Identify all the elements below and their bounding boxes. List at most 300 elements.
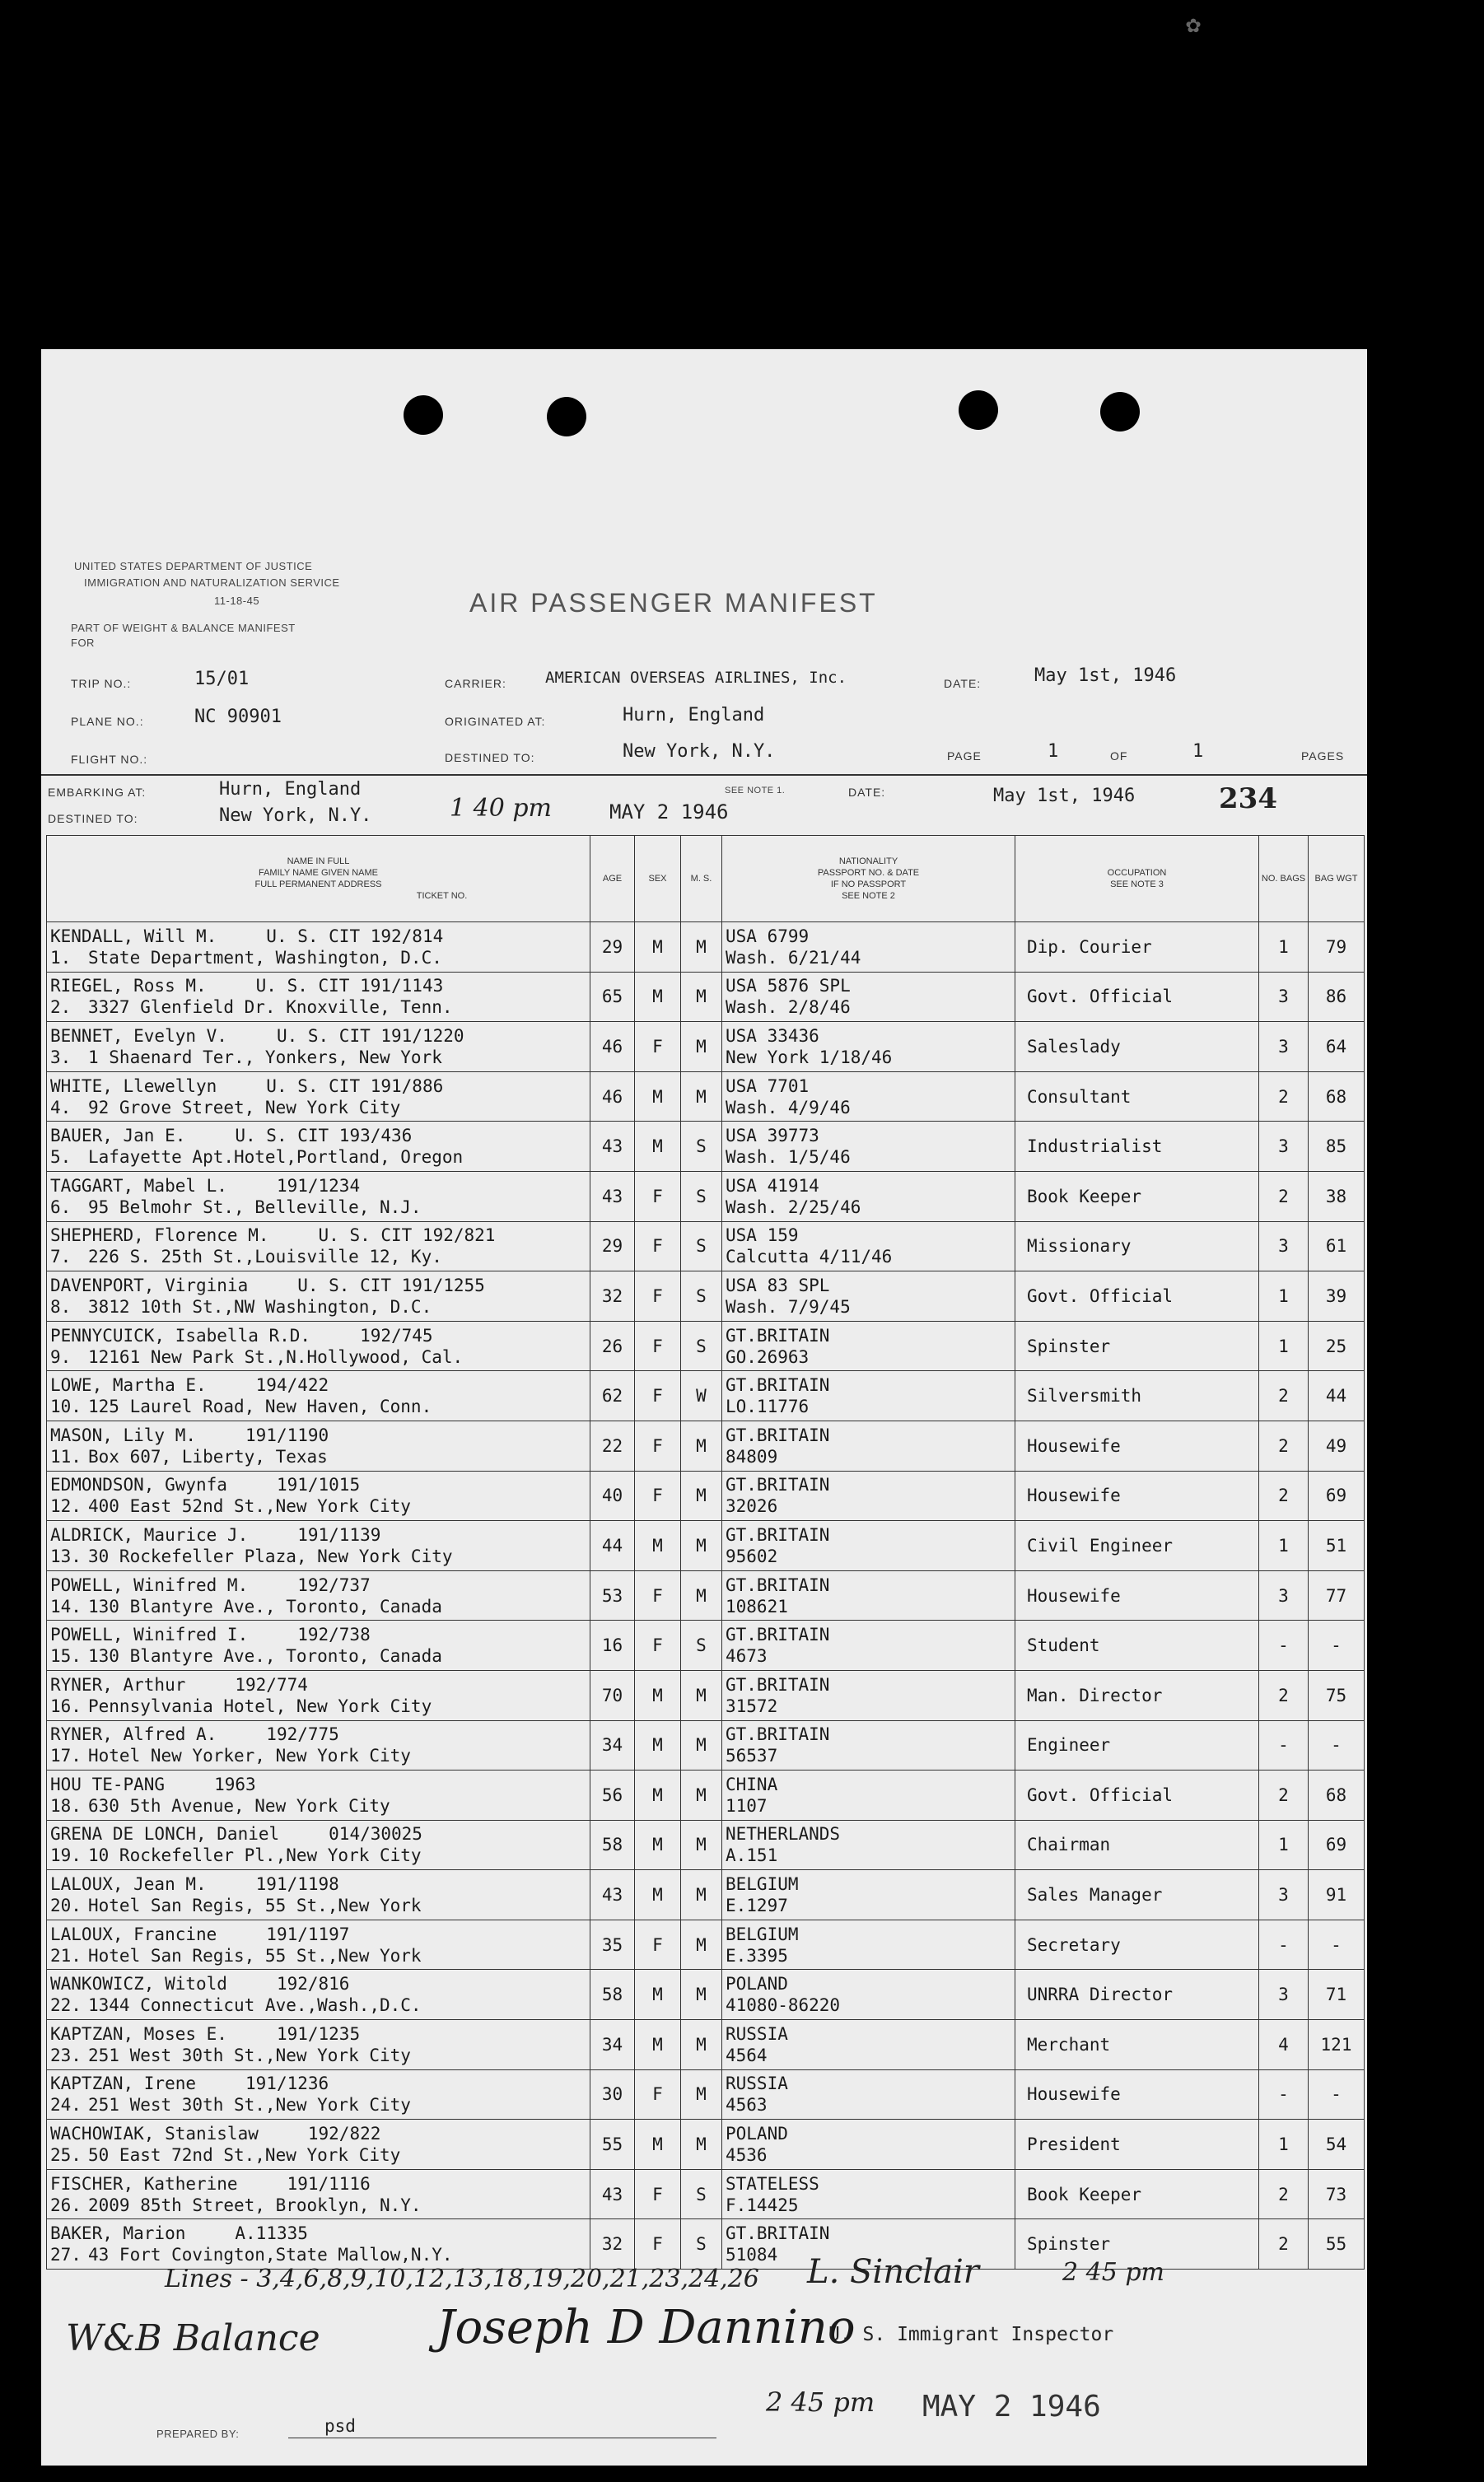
passenger-address-line	[50, 1596, 586, 1617]
occupation-cell: Chairman	[1015, 1820, 1259, 1870]
ms-cell: M	[681, 2120, 722, 2170]
row-number: 23.	[50, 2045, 82, 2065]
carrier-value: AMERICAN OVERSEAS AIRLINES, Inc.	[545, 669, 847, 687]
passenger-name: POWELL, Winifred I.	[50, 1625, 249, 1645]
passport: 31572	[726, 1696, 778, 1716]
row-number: 1.	[50, 947, 72, 968]
passenger-name: GRENA DE LONCH, Daniel	[50, 1824, 280, 1845]
ticket-number: U. S. CIT 191/1255	[297, 1275, 485, 1295]
ticket-number: 191/1234	[276, 1175, 361, 1196]
passenger-address-line	[50, 1296, 586, 1318]
destined-label: DESTINED TO:	[445, 751, 535, 764]
nationality-cell	[722, 2069, 1015, 2120]
bags-cell: -	[1259, 1920, 1309, 1970]
ms-cell: W	[681, 1371, 722, 1421]
sex-cell: M	[635, 1122, 681, 1172]
sex-cell: M	[635, 1670, 681, 1720]
ms-cell: M	[681, 1920, 722, 1970]
occupation-cell: Govt. Official	[1015, 1271, 1259, 1322]
sex-cell: M	[635, 1771, 681, 1821]
nationality: GT.BRITAIN	[726, 1674, 830, 1695]
sex-cell: M	[635, 1720, 681, 1771]
page-label: PAGE	[947, 749, 982, 763]
nationality-cell	[722, 1970, 1015, 2020]
passenger-address: 2009 85th Street, Brooklyn, N.Y.	[88, 2195, 422, 2215]
ticket-number: 014/30025	[329, 1824, 422, 1845]
row-number: 9.	[50, 1346, 72, 1367]
table-row	[47, 1171, 1365, 1221]
passenger-name-line	[50, 1524, 586, 1546]
row-number: 10.	[50, 1397, 82, 1417]
passenger-address-line	[50, 1795, 586, 1817]
nationality-cell	[722, 1920, 1015, 1970]
nationality: USA 7701	[726, 1075, 810, 1096]
passport: LO.11776	[726, 1397, 810, 1417]
carrier-label: CARRIER:	[445, 677, 506, 690]
passenger-name: FISCHER, Katherine	[50, 2173, 238, 2194]
nationality-cell	[722, 1820, 1015, 1870]
passenger-name-line	[50, 1674, 586, 1696]
passport: 95602	[726, 1546, 778, 1566]
sex-cell: M	[635, 2020, 681, 2070]
table-row	[47, 1371, 1365, 1421]
sex-cell: M	[635, 1071, 681, 1122]
name-cell	[47, 1570, 590, 1621]
sex-cell: M	[635, 922, 681, 973]
passport: 4536	[726, 2145, 768, 2166]
passenger-name-line	[50, 1225, 586, 1246]
passenger-name: HOU TE-PANG	[50, 1774, 166, 1794]
passport: Calcutta 4/11/46	[726, 1247, 893, 1267]
passport: Wash. 2/25/46	[726, 1197, 861, 1217]
bags-cell: 3	[1259, 1970, 1309, 2020]
passenger-name-line	[50, 2073, 586, 2094]
manifest-number: 234	[1219, 782, 1277, 815]
occupation-cell: Housewife	[1015, 1570, 1259, 1621]
sex-cell: F	[635, 1421, 681, 1471]
ticket-number: 192/775	[266, 1724, 339, 1745]
originated-value: Hurn, England	[623, 705, 765, 725]
bags-cell: 1	[1259, 1271, 1309, 1322]
nationality-cell	[722, 1471, 1015, 1521]
ms-cell: S	[681, 2169, 722, 2219]
occupation-cell: Spinster	[1015, 2219, 1259, 2270]
bags-cell: 3	[1259, 972, 1309, 1022]
nationality-cell	[722, 1771, 1015, 1821]
passenger-name: PENNYCUICK, Isabella R.D.	[50, 1325, 311, 1346]
sex-cell: F	[635, 1920, 681, 1970]
ms-cell: M	[681, 1670, 722, 1720]
passenger-name-line	[50, 1924, 586, 1945]
punch-hole-icon	[404, 395, 443, 435]
weight-cell: 73	[1309, 2169, 1365, 2219]
nationality-cell	[722, 1022, 1015, 1072]
agency-line: IMMIGRATION AND NATURALIZATION SERVICE	[84, 576, 340, 589]
passport: E.1297	[726, 1896, 788, 1916]
embarking-label: EMBARKING AT:	[48, 786, 147, 799]
passenger-address: 251 West 30th St.,New York City	[88, 2095, 411, 2116]
row-number: 8.	[50, 1296, 72, 1317]
passport: Wash. 4/9/46	[726, 1097, 851, 1117]
nationality-cell	[722, 1271, 1015, 1322]
punch-hole-icon	[959, 390, 998, 430]
col-header-ms: M. S.	[681, 836, 722, 922]
weight-cell: 25	[1309, 1321, 1365, 1371]
nationality: NETHERLANDS	[726, 1824, 841, 1845]
age-cell: 29	[590, 1221, 635, 1271]
plane-label: PLANE NO.:	[71, 715, 144, 728]
occupation-cell: Book Keeper	[1015, 1171, 1259, 1221]
col-header-name	[47, 836, 590, 922]
passenger-name: WHITE, Llewellyn	[50, 1075, 217, 1096]
weight-cell: 51	[1309, 1521, 1365, 1571]
passenger-name: DAVENPORT, Virginia	[50, 1275, 249, 1295]
weight-cell: 85	[1309, 1122, 1365, 1172]
nationality: GT.BRITAIN	[726, 1575, 830, 1595]
weight-cell: -	[1309, 1621, 1365, 1671]
occupation-cell: Man. Director	[1015, 1670, 1259, 1720]
nationality: BELGIUM	[726, 1924, 799, 1944]
passenger-address-line	[50, 1645, 586, 1667]
passenger-name-line	[50, 1724, 586, 1745]
ms-cell: M	[681, 1071, 722, 1122]
table-row	[47, 1570, 1365, 1621]
passenger-name: LALOUX, Francine	[50, 1924, 217, 1944]
passenger-name-line	[50, 975, 586, 996]
ticket-number: 192/822	[307, 2124, 381, 2144]
row-number: 14.	[50, 1596, 82, 1617]
bags-cell: 2	[1259, 1771, 1309, 1821]
age-cell: 43	[590, 1870, 635, 1920]
ticket-number: 192/816	[276, 1974, 350, 1994]
passenger-address: 3327 Glenfield Dr. Knoxville, Tenn.	[88, 997, 453, 1018]
name-cell	[47, 1970, 590, 2020]
name-cell	[47, 1071, 590, 1122]
row-number: 4.	[50, 1097, 72, 1117]
weight-cell: 61	[1309, 1221, 1365, 1271]
passport: 51084	[726, 2245, 778, 2265]
name-cell	[47, 1321, 590, 1371]
passenger-name-line	[50, 2223, 586, 2244]
row-number: 19.	[50, 1845, 82, 1866]
bags-cell: 2	[1259, 2219, 1309, 2270]
table-header-row	[47, 836, 1365, 922]
bags-cell: -	[1259, 1621, 1309, 1671]
row-number: 6.	[50, 1197, 72, 1217]
bags-cell: 3	[1259, 1221, 1309, 1271]
passport: 108621	[726, 1596, 788, 1617]
pages-label: PAGES	[1301, 749, 1345, 763]
name-cell	[47, 1720, 590, 1771]
age-cell: 35	[590, 1920, 635, 1970]
passenger-name: LOWE, Martha E.	[50, 1375, 207, 1396]
passenger-address-line	[50, 1246, 586, 1267]
passport: 84809	[726, 1446, 778, 1467]
passenger-name: RYNER, Alfred A.	[50, 1724, 217, 1745]
col-header-age: AGE	[590, 836, 635, 922]
passport: GO.26963	[726, 1346, 810, 1367]
ticket-number: A.11335	[235, 2223, 308, 2244]
sex-cell: M	[635, 1970, 681, 2020]
name-cell	[47, 2120, 590, 2170]
weight-cell: 38	[1309, 1171, 1365, 1221]
nationality: USA 83 SPL	[726, 1275, 830, 1295]
nationality-cell	[722, 922, 1015, 973]
passenger-address: 1 Shaenard Ter., Yonkers, New York	[88, 1047, 442, 1067]
bags-cell: 1	[1259, 922, 1309, 973]
passport: New York 1/18/46	[726, 1047, 893, 1067]
col-header-bags: NO. BAGS	[1259, 836, 1309, 922]
bags-cell: 2	[1259, 1670, 1309, 1720]
name-cell	[47, 1371, 590, 1421]
sex-cell: M	[635, 2120, 681, 2170]
passenger-address: 400 East 52nd St.,New York City	[88, 1496, 411, 1517]
row-number: 12.	[50, 1496, 82, 1517]
passport: Wash. 6/21/44	[726, 947, 861, 968]
passenger-name-line	[50, 1873, 586, 1895]
nationality: USA 6799	[726, 926, 810, 946]
age-cell: 46	[590, 1022, 635, 1072]
sex-cell: F	[635, 1570, 681, 1621]
row-number: 2.	[50, 997, 72, 1018]
ms-cell: S	[681, 1122, 722, 1172]
ms-cell: M	[681, 2020, 722, 2070]
col-header-occupation: OCCUPATION SEE NOTE 3	[1015, 836, 1259, 922]
ticket-number: 194/422	[255, 1375, 329, 1396]
passenger-address-line	[50, 1097, 586, 1118]
row-number: 22.	[50, 1995, 82, 2016]
nationality: GT.BRITAIN	[726, 1724, 830, 1745]
name-cell	[47, 1670, 590, 1720]
bags-cell: 2	[1259, 1171, 1309, 1221]
nationality: GT.BRITAIN	[726, 1475, 830, 1495]
passenger-address-line	[50, 1197, 586, 1218]
passenger-address-line	[50, 2094, 586, 2116]
bags-cell: 2	[1259, 1421, 1309, 1471]
bags-cell: 1	[1259, 1820, 1309, 1870]
row-number: 18.	[50, 1795, 82, 1816]
passenger-name-line	[50, 1425, 586, 1446]
ticket-number: U. S. CIT 191/886	[266, 1075, 444, 1096]
sex-cell: F	[635, 1022, 681, 1072]
passenger-name-line	[50, 1025, 586, 1047]
occupation-cell: Secretary	[1015, 1920, 1259, 1970]
punch-hole-icon	[1100, 392, 1140, 432]
passenger-address: 43 Fort Covington,State Mallow,N.Y.	[88, 2245, 453, 2265]
of-label: OF	[1110, 749, 1128, 763]
name-cell	[47, 1521, 590, 1571]
ms-cell: S	[681, 1221, 722, 1271]
nationality: GT.BRITAIN	[726, 1625, 830, 1645]
age-cell: 22	[590, 1421, 635, 1471]
bags-cell: 2	[1259, 1371, 1309, 1421]
passenger-address-line	[50, 2144, 586, 2166]
passenger-name-line	[50, 1075, 586, 1097]
row-number: 11.	[50, 1446, 82, 1467]
ms-cell: S	[681, 1321, 722, 1371]
passenger-address: Hotel San Regis, 55 St.,New York	[88, 1945, 422, 1966]
ms-cell: M	[681, 1820, 722, 1870]
occupation-cell: Saleslady	[1015, 1022, 1259, 1072]
passport: 4673	[726, 1646, 768, 1667]
passenger-address: 50 East 72nd St.,New York City	[88, 2145, 401, 2166]
ms-cell: M	[681, 972, 722, 1022]
destined-value: New York, N.Y.	[623, 741, 776, 762]
passenger-name: SHEPHERD, Florence M.	[50, 1225, 269, 1246]
ticket-number: 191/1198	[255, 1874, 339, 1895]
passenger-address-line	[50, 1346, 586, 1368]
passenger-address-line	[50, 1945, 586, 1966]
weight-note: PART OF WEIGHT & BALANCE MANIFEST FOR	[71, 622, 296, 649]
bags-cell: 2	[1259, 1471, 1309, 1521]
passenger-address: Hotel San Regis, 55 St.,New York	[88, 1896, 422, 1916]
table-row	[47, 2120, 1365, 2170]
bags-cell: 3	[1259, 1570, 1309, 1621]
date-value: May 1st, 1946	[1034, 665, 1177, 686]
occupation-cell: Engineer	[1015, 1720, 1259, 1771]
nationality-cell	[722, 1870, 1015, 1920]
name-cell	[47, 1820, 590, 1870]
passenger-name: WACHOWIAK, Stanislaw	[50, 2124, 259, 2144]
age-cell: 26	[590, 1321, 635, 1371]
passenger-name: WANKOWICZ, Witold	[50, 1974, 227, 1994]
weight-cell: 64	[1309, 1022, 1365, 1072]
passenger-address: 10 Rockefeller Pl.,New York City	[88, 1845, 422, 1866]
table-row	[47, 972, 1365, 1022]
nationality: USA 33436	[726, 1025, 819, 1046]
page-number: 1	[1048, 741, 1059, 762]
passenger-address-line	[50, 996, 586, 1018]
passenger-address-line	[50, 2045, 586, 2066]
age-cell: 29	[590, 922, 635, 973]
nationality: USA 41914	[726, 1175, 819, 1196]
inspector-initials: L. Sinclair	[807, 2253, 979, 2291]
name-cell	[47, 1421, 590, 1471]
ms-cell: S	[681, 1271, 722, 1322]
passenger-address: 125 Laurel Road, New Haven, Conn.	[88, 1397, 432, 1417]
ticket-number: U. S. CIT 192/814	[266, 926, 444, 946]
occupation-cell: Sales Manager	[1015, 1870, 1259, 1920]
passenger-name-line	[50, 1125, 586, 1146]
name-cell	[47, 2219, 590, 2270]
age-cell: 16	[590, 1621, 635, 1671]
ticket-number: 191/1015	[276, 1475, 361, 1495]
passenger-name: RIEGEL, Ross M.	[50, 976, 207, 996]
occupation-cell: Govt. Official	[1015, 1771, 1259, 1821]
sex-cell: F	[635, 1371, 681, 1421]
date-label: DATE:	[944, 677, 982, 690]
passenger-address: 92 Grove Street, New York City	[88, 1097, 401, 1117]
passport: Wash. 1/5/46	[726, 1147, 851, 1168]
nationality: POLAND	[726, 1974, 788, 1994]
passenger-address: 130 Blantyre Ave., Toronto, Canada	[88, 1646, 442, 1667]
age-cell: 70	[590, 1670, 635, 1720]
passenger-name: BENNET, Evelyn V.	[50, 1025, 227, 1046]
sex-cell: F	[635, 2169, 681, 2219]
table-row	[47, 922, 1365, 973]
passport: 56537	[726, 1746, 778, 1766]
name-cell	[47, 972, 590, 1022]
table-row	[47, 1471, 1365, 1521]
page-count: 1	[1192, 741, 1204, 762]
weight-cell: 68	[1309, 1771, 1365, 1821]
ticket-number: U. S. CIT 192/821	[318, 1225, 496, 1246]
time-handwritten-bottom: 2 45 pm	[766, 2386, 875, 2418]
row-number: 17.	[50, 1746, 82, 1766]
passenger-address: 30 Rockefeller Plaza, New York City	[88, 1546, 453, 1566]
passenger-name: POWELL, Winifred M.	[50, 1575, 249, 1595]
nationality-cell	[722, 1521, 1015, 1571]
passenger-address-line	[50, 1845, 586, 1866]
age-cell: 43	[590, 1171, 635, 1221]
passenger-name-line	[50, 1275, 586, 1296]
sex-cell: M	[635, 1521, 681, 1571]
agency-line: UNITED STATES DEPARTMENT OF JUSTICE	[74, 560, 313, 572]
ticket-number: U. S. CIT 191/1220	[276, 1025, 464, 1046]
nationality-cell	[722, 2120, 1015, 2170]
passenger-name-line	[50, 1823, 586, 1845]
trip-label: TRIP NO.:	[71, 677, 132, 690]
ms-cell: M	[681, 1720, 722, 1771]
passenger-address-line	[50, 1994, 586, 2016]
passenger-name: EDMONDSON, Gwynfa	[50, 1475, 227, 1495]
table-row	[47, 2219, 1365, 2270]
age-cell: 34	[590, 2020, 635, 2070]
passport: F.14425	[726, 2195, 799, 2215]
nationality-cell	[722, 1122, 1015, 1172]
table-row	[47, 1670, 1365, 1720]
passenger-name-line	[50, 2023, 586, 2045]
sex-cell: M	[635, 972, 681, 1022]
passenger-address: 3812 10th St.,NW Washington, D.C.	[88, 1296, 432, 1317]
plane-value: NC 90901	[194, 707, 282, 727]
passenger-address: Pennsylvania Hotel, New York City	[88, 1696, 432, 1716]
passenger-name-line	[50, 1973, 586, 1994]
passenger-address: 95 Belmohr St., Belleville, N.J.	[88, 1197, 422, 1217]
age-cell: 30	[590, 2069, 635, 2120]
row-number: 25.	[50, 2145, 82, 2166]
weight-cell: 91	[1309, 1870, 1365, 1920]
col-header-nationality: NATIONALITY PASSPORT NO. & DATE IF NO PASSPORT SEE NOTE 2	[722, 836, 1015, 922]
inspector-title: U. S. Immigrant Inspector	[828, 2324, 1114, 2345]
passenger-address-line	[50, 2195, 586, 2216]
ms-cell: M	[681, 1570, 722, 1621]
lines-note-handwritten: Lines - 3,4,6,8,9,10,12,13,18,19,20,21,23,24,26	[165, 2265, 759, 2293]
passenger-name: KAPTZAN, Irene	[50, 2074, 197, 2094]
passenger-address: Box 607, Liberty, Texas	[88, 1446, 328, 1467]
passenger-name-line	[50, 1474, 586, 1495]
name-cell	[47, 1221, 590, 1271]
nationality: RUSSIA	[726, 2023, 788, 2044]
occupation-cell: Spinster	[1015, 1321, 1259, 1371]
ticket-number: 191/1235	[276, 2023, 361, 2044]
passport: A.151	[726, 1845, 778, 1866]
bags-cell: 1	[1259, 2120, 1309, 2170]
weight-cell: 71	[1309, 1970, 1365, 2020]
ticket-number: 191/1197	[266, 1924, 350, 1944]
table-row	[47, 1022, 1365, 1072]
passenger-address-line	[50, 1047, 586, 1068]
table-row	[47, 1521, 1365, 1571]
age-cell: 44	[590, 1521, 635, 1571]
bags-cell: 1	[1259, 1321, 1309, 1371]
ms-cell: M	[681, 922, 722, 973]
nationality-cell	[722, 2020, 1015, 2070]
table-row	[47, 2020, 1365, 2070]
punch-hole-icon	[547, 397, 586, 436]
name-cell	[47, 1771, 590, 1821]
row-number: 15.	[50, 1646, 82, 1667]
